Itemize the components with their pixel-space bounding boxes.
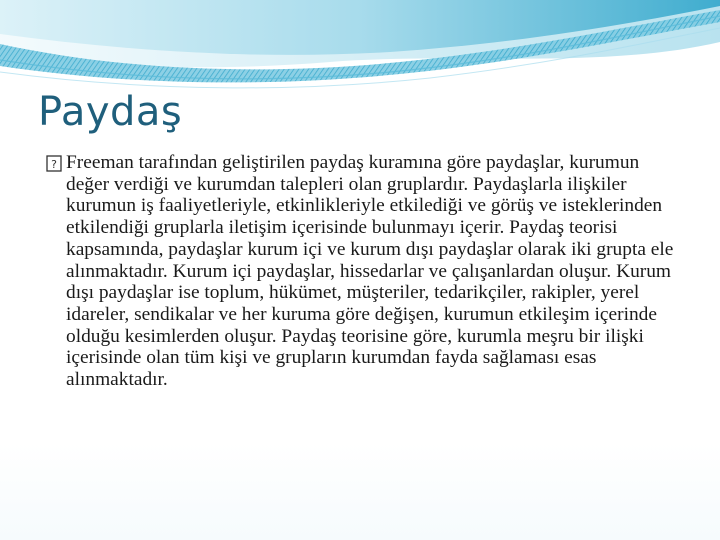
body-text — [46, 152, 686, 391]
decorative-wave-banner — [0, 0, 720, 90]
slide-title: Paydaş — [38, 89, 183, 135]
bullet-paragraph — [46, 152, 686, 391]
paragraph-text: Freeman tarafından geliştirilen paydaş kuramına göre paydaşlar, kurumun değer verdiği ve kurumdan talepleri olan gruplardır. Paydaşlarla ilişkiler kurumun iş faaliyetleriyle, etkinlikleriyle etkilediği ve görüş ve isteklerinden etkilendiği gruplarla iletişim içerisinde bulunmayı içerir. Paydaş teorisi kapsamında, paydaşlar kurum içi ve kurum dışı paydaşlar olarak iki grupta ele alınmaktadır. Kurum içi paydaşlar, hissedarlar ve çalışanlardan oluşur. Kurum dışı paydaşlar ise toplum, hükümet, müşteriler, tedarikçiler, rakipler, yerel idareler, sendikalar ve her kuruma göre değişen, kurumun etkileşim içerinde olduğu kesimlerden oluşur. Paydaş teorisine göre, kurumla meşru bir ilişki içerisinde olan tüm kişi ve grupların kurumdan fayda sağlaması esas alınmaktadır. — [66, 152, 674, 391]
missing-glyph-icon — [46, 155, 63, 172]
svg-text:?: ? — [51, 158, 57, 171]
